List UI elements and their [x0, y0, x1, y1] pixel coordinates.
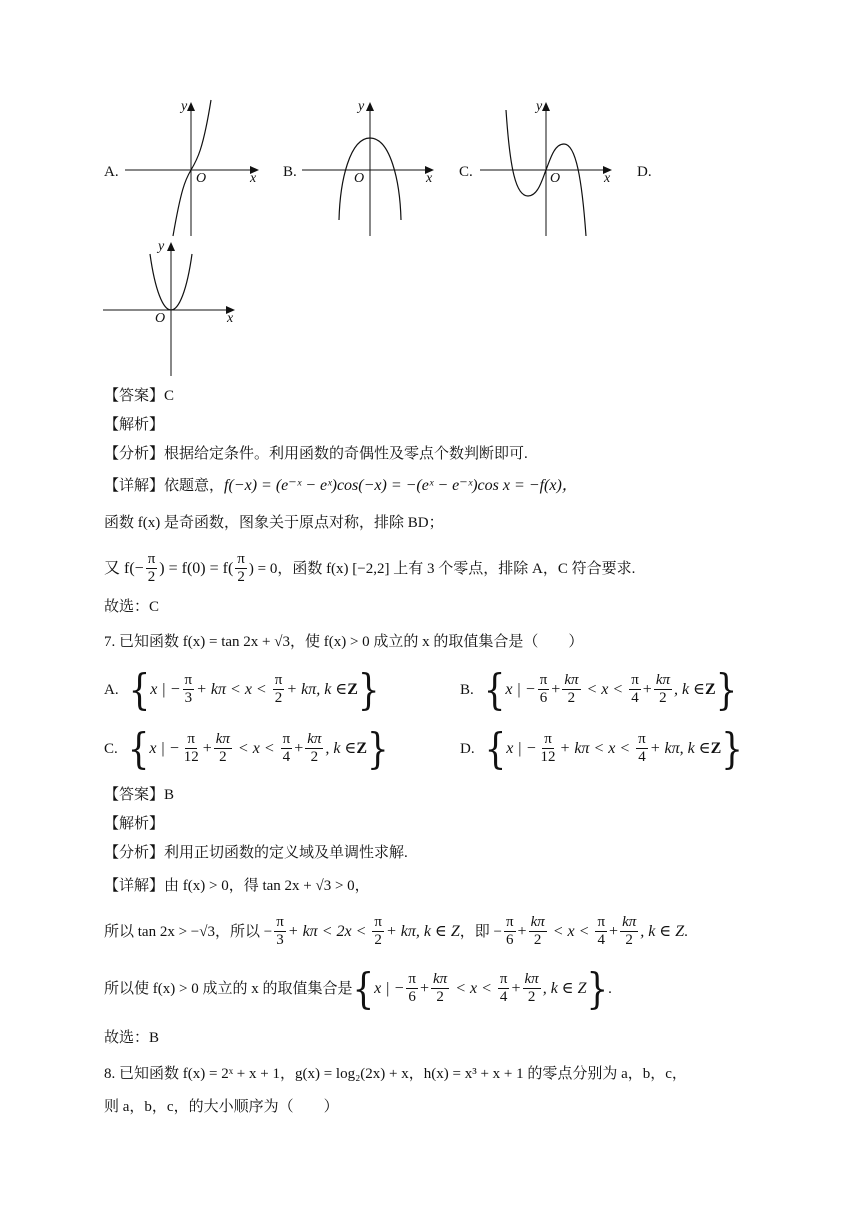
q6-line3-post: ) = 0，函数 f(x) [−2,2] 上有 3 个零点，排除 A，C 符合要求.	[248, 560, 636, 577]
k-in: , k ∈	[325, 739, 357, 757]
q7-so-line	[104, 914, 688, 949]
option-b-label: B.	[283, 164, 297, 180]
q7-result-pre: 所以使 f(x) > 0 成立的 x 的取值集合是	[104, 980, 353, 997]
q8-stem-line1: 8. 已知函数 f(x) = 2ˣ + x + 1，g(x) = log₂(2x) + x，h(x) = x³ + x + 1 的零点分别为 a，b，c，	[104, 1066, 687, 1082]
period: .	[608, 980, 612, 997]
q6-line3-pre: 又 f(−	[104, 559, 144, 577]
plus: +	[294, 739, 304, 757]
q6-xiangjie-formula: f(−x) = (e⁻ˣ − eˣ)cos(−x) = −(eˣ − e⁻ˣ)cos x = −f(x)，	[224, 477, 578, 494]
integers-symbol: Z	[347, 680, 358, 698]
q7-option-a[interactable]	[104, 664, 380, 715]
plus: +	[551, 680, 561, 698]
q7-jiexi: 【解析】	[104, 816, 165, 832]
left-brace: {	[484, 723, 507, 774]
right-brace: }	[715, 664, 738, 715]
graph-b-x-label: x	[426, 171, 433, 186]
fraction: $\frac{\pi}{6}$	[539, 672, 548, 706]
left-brace: {	[483, 664, 506, 715]
option-a-label: A.	[104, 164, 119, 180]
ineq: < x <	[237, 739, 275, 757]
fraction: $\frac{k\pi}{2}$	[433, 971, 448, 1005]
graph-c	[480, 100, 620, 240]
graph-a	[125, 100, 265, 240]
graph-a-x-label: x	[250, 171, 257, 186]
fraction: $\frac{\pi}{4}$	[631, 672, 639, 706]
graph-a-origin-label: O	[196, 171, 207, 186]
k-in-z: , k ∈ Z	[415, 922, 460, 940]
k-in: , k ∈	[679, 739, 711, 757]
q6-line3-mid: ) = f(0) = f(	[159, 559, 234, 577]
q7-so-pre: 所以 tan 2x > −√3，所以 −	[104, 923, 273, 940]
fraction: $\frac{\pi}{4}$	[638, 731, 646, 765]
graph-b-origin-label: O	[354, 171, 365, 186]
fraction: $\frac{\pi}{3}$	[184, 672, 193, 706]
plus: +	[642, 680, 652, 698]
fraction: $\frac{k\pi}{2}$	[307, 731, 322, 765]
k-in-z: , k ∈ Z	[640, 922, 685, 940]
fraction: $\frac{k\pi}{2}$	[530, 914, 545, 948]
graph-b-y-label: y	[358, 99, 365, 114]
k-in: , k ∈	[316, 680, 348, 698]
term: + kπ	[385, 922, 416, 940]
right-brace: }	[586, 963, 609, 1014]
right-brace: }	[721, 723, 743, 774]
q7-option-d[interactable]	[460, 723, 743, 774]
graph-c-origin-label: O	[550, 171, 561, 186]
q6-jiexi: 【解析】	[104, 417, 165, 433]
fraction: $\frac{\pi}{6}$	[408, 971, 416, 1005]
fraction: $\frac{\pi}{12}$	[183, 731, 199, 765]
graph-d-origin-label: O	[155, 311, 166, 326]
integers-symbol: Z	[710, 739, 722, 757]
ineq: < x <	[455, 979, 492, 997]
term: + kπ	[559, 739, 590, 757]
q6-answer: 【答案】C	[104, 388, 175, 404]
term: + kπ	[196, 680, 227, 698]
integers-symbol: Z	[704, 680, 716, 698]
ineq: < x <	[586, 680, 624, 698]
right-brace: }	[367, 723, 389, 774]
plus: +	[517, 922, 527, 940]
integers-symbol: Z	[356, 739, 368, 757]
right-brace: }	[357, 664, 380, 715]
set-var: x | −	[505, 680, 536, 698]
q6-choose: 故选：C	[104, 599, 160, 615]
fraction: $\frac{\pi}{4}$	[597, 914, 606, 948]
fraction: $\frac{\pi}{2}$	[237, 551, 245, 585]
q8-stem-line2: 则 a，b，c，的大小顺序为（ ）	[104, 1099, 339, 1115]
period: .	[684, 923, 688, 940]
k-in: , k ∈	[674, 680, 705, 698]
term: + kπ	[649, 739, 680, 757]
fraction: $\frac{\pi}{4}$	[499, 971, 508, 1005]
q7-xiangjie: 【详解】由 f(x) > 0，得 tan 2x + √3 > 0，	[104, 878, 370, 894]
k-in-z: , k ∈ Z	[542, 979, 587, 997]
q7-option-c[interactable]	[104, 723, 389, 774]
ineq: < x <	[552, 922, 590, 940]
q7-fenxi: 【分析】利用正切函数的定义域及单调性求解.	[104, 845, 408, 861]
fraction: $\frac{k\pi}{2}$	[622, 914, 637, 948]
q7-option-d-label: D.	[460, 740, 475, 757]
fraction: $\frac{k\pi}{2}$	[524, 971, 539, 1005]
graph-b	[302, 100, 442, 240]
q6-line3	[104, 551, 635, 586]
fraction: $\frac{\pi}{2}$	[274, 672, 283, 706]
left-brace: {	[127, 723, 150, 774]
plus: +	[419, 979, 429, 997]
option-d-label: D.	[637, 164, 652, 180]
q6-fenxi: 【分析】根据给定条件。利用函数的奇偶性及零点个数判断即可.	[104, 446, 528, 462]
fraction: $\frac{\pi}{12}$	[540, 731, 556, 765]
plus: +	[609, 922, 619, 940]
q6-line2: 函数 f(x) 是奇函数，图象关于原点对称，排除 BD；	[104, 515, 444, 531]
fraction: $\frac{\pi}{6}$	[505, 914, 514, 948]
q7-option-b-label: B.	[460, 681, 474, 698]
graph-c-x-label: x	[604, 171, 611, 186]
ineq: < x <	[593, 739, 631, 757]
left-brace: {	[128, 664, 151, 715]
term: + kπ	[287, 922, 318, 940]
option-c-label: C.	[459, 164, 473, 180]
q6-xiangjie-label: 【详解】依题意，	[104, 478, 225, 494]
fraction: $\frac{k\pi}{2}$	[655, 672, 670, 706]
fraction: $\frac{\pi}{3}$	[276, 914, 284, 948]
ineq: < x <	[230, 680, 267, 698]
plus: +	[202, 739, 212, 757]
ji: ，即 −	[459, 923, 502, 940]
left-brace: {	[352, 963, 375, 1014]
q7-option-a-label: A.	[104, 681, 119, 698]
q7-result-line	[104, 963, 612, 1014]
q7-choose: 故选：B	[104, 1030, 160, 1046]
graph-d	[103, 240, 243, 380]
q6-xiangjie	[104, 476, 578, 496]
graph-d-x-label: x	[227, 311, 234, 326]
graph-a-y-label: y	[181, 99, 188, 114]
set-var: x | −	[374, 979, 405, 997]
plus: +	[511, 979, 521, 997]
set-var: x | −	[506, 739, 537, 757]
q7-option-b[interactable]	[460, 664, 738, 715]
fraction: $\frac{k\pi}{2}$	[564, 672, 579, 706]
fraction: $\frac{\pi}{4}$	[282, 731, 291, 765]
fraction: $\frac{\pi}{2}$	[374, 914, 382, 948]
ineq: < 2x <	[321, 922, 367, 940]
fraction: $\frac{k\pi}{2}$	[215, 731, 230, 765]
graph-d-y-label: y	[158, 239, 165, 254]
term: + kπ	[286, 680, 317, 698]
fraction: $\frac{\pi}{2}$	[147, 551, 156, 585]
q7-answer: 【答案】B	[104, 787, 175, 803]
set-var: x | −	[150, 680, 181, 698]
q7-option-c-label: C.	[104, 740, 118, 757]
q7-stem: 7. 已知函数 f(x) = tan 2x + √3，使 f(x) > 0 成立的 x 的取值集合是（ ）	[104, 634, 584, 650]
graph-c-y-label: y	[536, 99, 543, 114]
set-var: x | −	[149, 739, 180, 757]
